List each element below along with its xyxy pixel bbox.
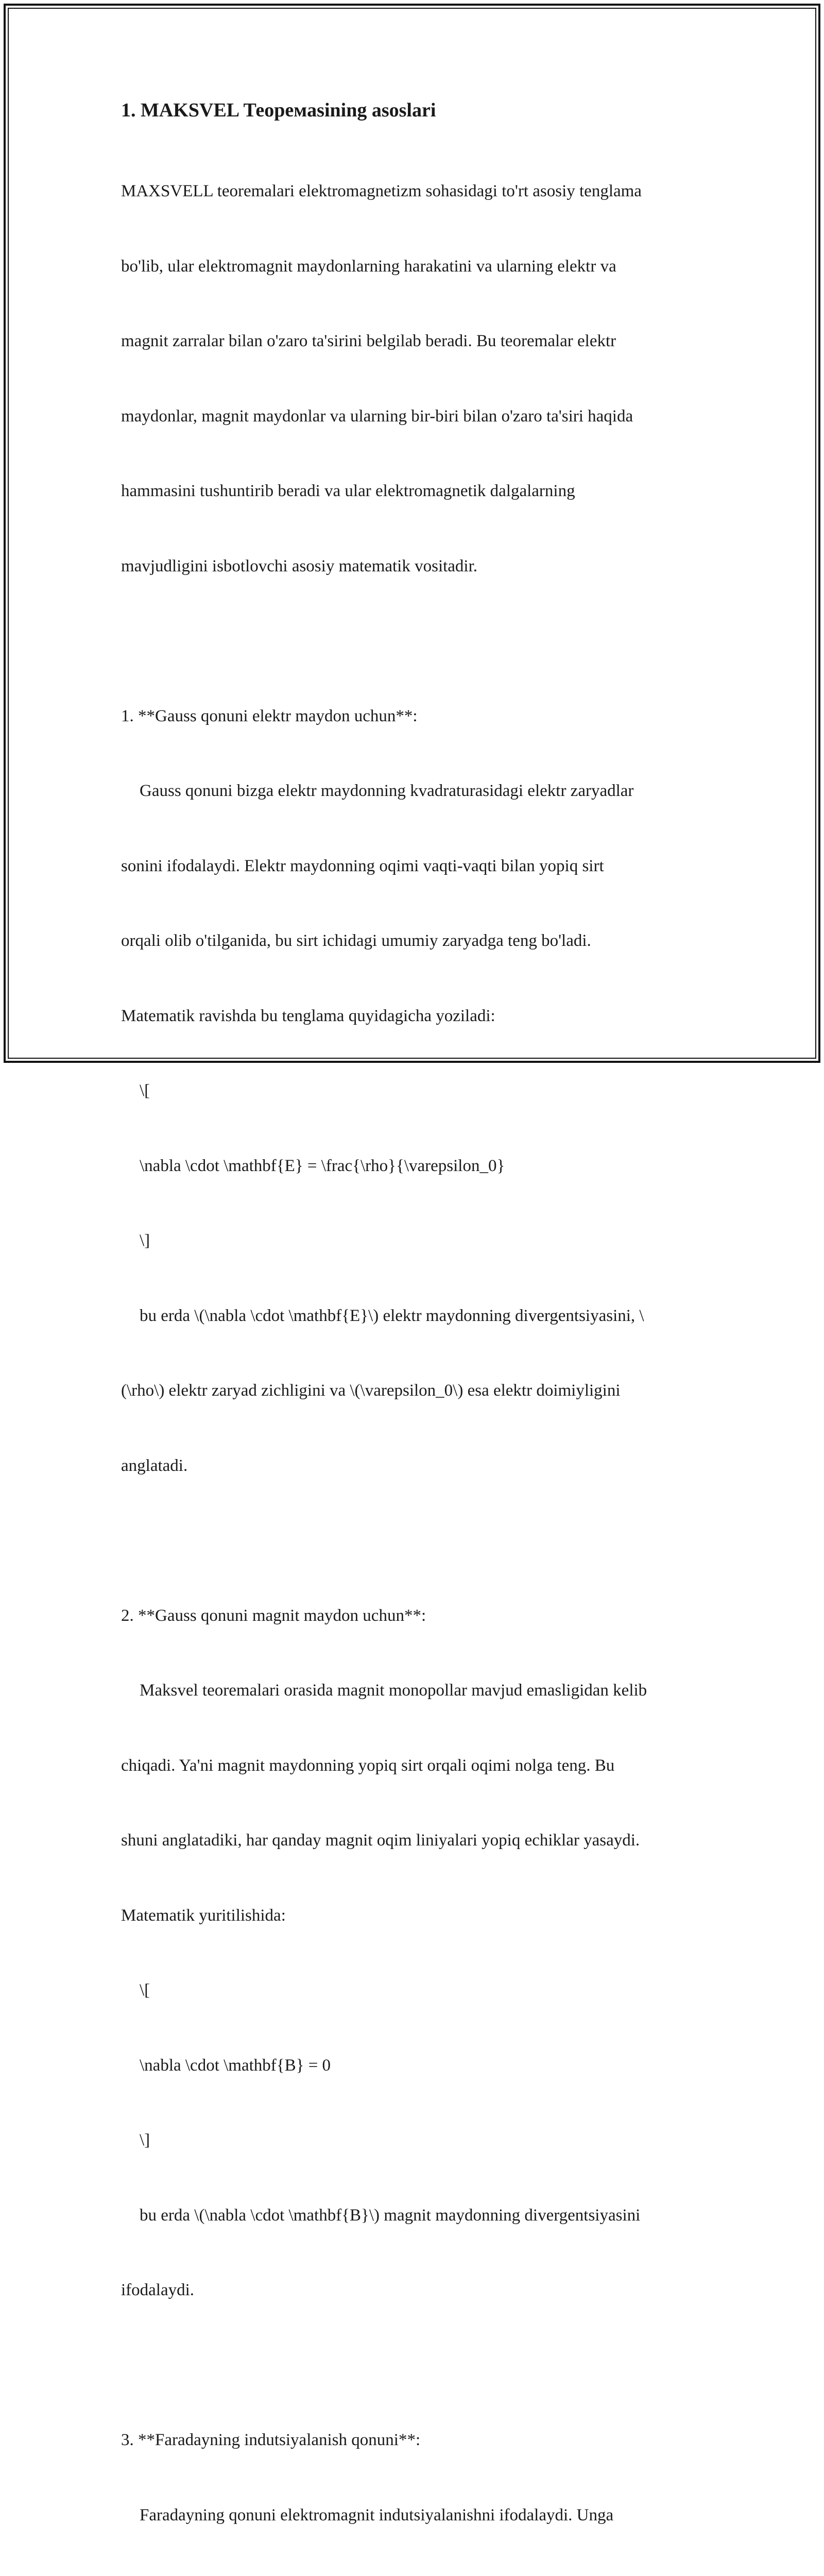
- spacer: [121, 2353, 708, 2378]
- section-line: Gauss qonuni bizga elektr maydonning kvadraturasidagi elektr zaryadlar: [140, 782, 634, 800]
- section-line: (\rho\) elektr zaryad zichligini va \(\varepsilon_0\) esa elektr doimiyligini: [121, 1381, 621, 1400]
- intro-line: magnit zarralar bilan o'zaro ta'sirini belgilab beradi. Bu teoremalar elektr: [121, 332, 616, 350]
- formula-line: \]: [140, 1231, 150, 1250]
- formula-line: \nabla \cdot \mathbf{B} = 0: [140, 2056, 331, 2075]
- intro-line: mavjudligini isbotlovchi asosiy matematik vositadir.: [121, 556, 478, 575]
- section-line: Maksvel teoremalari orasida magnit monopollar mavjud emasligidan kelib: [140, 1681, 647, 1700]
- section-line: ifodalaydi.: [121, 2281, 195, 2299]
- section-line: chiqadi. Ya'ni magnit maydonning yopiq sirt orqali oqimi nolga teng. Bu: [121, 1756, 615, 1775]
- formula-line: \[: [140, 1981, 150, 1999]
- formula-line: \]: [140, 2131, 150, 2149]
- section-gauss-electric: [121, 654, 708, 1529]
- section-line: Faradayning qonuni elektromagnit indutsiyalanishni ifodalaydi. Unga: [140, 2505, 614, 2524]
- document-title: 1. MAKSVEL Теоремasining asoslari: [121, 99, 436, 121]
- formula-line: \[: [140, 1081, 150, 1100]
- section-line: orqali olib o'tilganida, bu sirt ichidagi umumiy zaryadga teng bo'ladi.: [121, 931, 591, 950]
- section-faraday: [121, 2378, 708, 2576]
- formula-line: \nabla \cdot \mathbf{E} = \frac{\rho}{\varepsilon_0}: [140, 1156, 505, 1175]
- section-line: sonini ifodalaydi. Elektr maydonning oqimi vaqti-vaqti bilan yopiq sirt: [121, 856, 604, 875]
- section-line: bu erda \(\nabla \cdot \mathbf{E}\) elektr maydonning divergentsiyasini, \: [140, 1306, 644, 1325]
- document-body: [121, 96, 708, 2576]
- section-line: shuni anglatadiki, har qanday magnit oqim liniyalari yopiq echiklar yasaydi.: [121, 1831, 640, 1850]
- intro-line: maydonlar, magnit maydonlar va ularning bir-biri bilan o'zaro ta'siri haqida: [121, 406, 633, 426]
- spacer: [121, 1528, 708, 1553]
- intro-line: hammasini tushuntirib beradi va ular elektromagnetik dalgalarning: [121, 482, 575, 500]
- section-heading: 1. **Gauss qonuni elektr maydon uchun**:: [121, 706, 418, 725]
- intro-line: MAXSVELL teoremalari elektromagnetizm sohasidagi to'rt asosiy tenglama: [121, 182, 642, 200]
- section-line: Matematik yuritilishida:: [121, 1906, 286, 1925]
- intro-line: bo'lib, ular elektromagnit maydonlarning harakatini va ularning elektr va: [121, 257, 616, 276]
- section-line: anglatadi.: [121, 1456, 188, 1475]
- section-line: bu erda \(\nabla \cdot \mathbf{B}\) magnit maydonning divergentsiyasini: [140, 2206, 641, 2225]
- section-heading: 3. **Faradayning indutsiyalanish qonuni**:: [121, 2431, 421, 2449]
- intro-paragraph: [121, 129, 708, 629]
- section-line: Matematik ravishda bu tenglama quyidagicha yoziladi:: [121, 1006, 495, 1025]
- section-gauss-magnetic: [121, 1553, 708, 2353]
- spacer: [121, 629, 708, 654]
- section-heading: 2. **Gauss qonuni magnit maydon uchun**:: [121, 1606, 426, 1625]
